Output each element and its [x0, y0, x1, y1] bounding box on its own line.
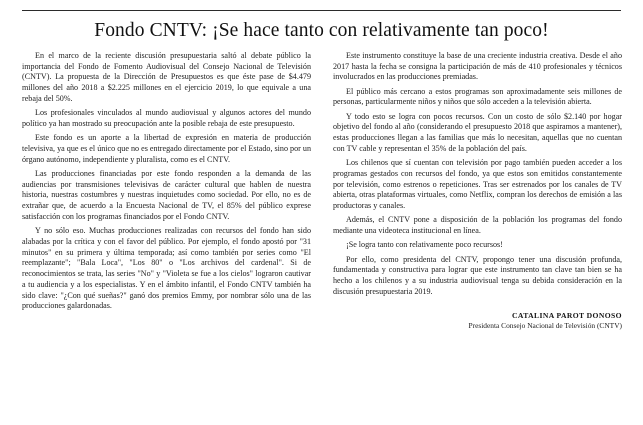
paragraph: Las producciones financiadas por este fondo responden a la demanda de las audiencias por transmisiones televisivas de carácter cultural que hablen de nuestra historia, nuestras costumbres y nuestras inquietudes como sociedad. Por ello, no es de extrañar que, de acuerdo a la Encuesta Nacional de TV, el 85% del público exprese satisfacción con los programas financiados por el Fondo CNTV.: [22, 168, 311, 221]
paragraph: Este instrumento constituye la base de una creciente industria creativa. Desde el año 2017 hasta la fecha se consigna la participación de más de 410 profesionales y técnicos involucrados en las producciones premiadas.: [333, 50, 622, 82]
paragraph: Los profesionales vinculados al mundo audiovisual y algunos actores del mundo político ya han mostrado su preocupación ante la posible rebaja de este presupuesto.: [22, 108, 311, 128]
paragraph: Además, el CNTV pone a disposición de la población los programas del fondo mediante una videoteca institucional en línea.: [333, 215, 622, 236]
column-right: [333, 51, 622, 330]
author-name: CATALINA PAROT DONOSO: [512, 310, 622, 320]
paragraph: Y todo esto se logra con pocos recursos. Con un costo de sólo $2.140 por hogar objetivo del fondo al año (considerando el presupuesto 2018 que aspiramos a mantener), estas producciones llegan a las familias que más lo necesitan, aquellas que no cuentan con TV cable y representan el 35% de la población del país.: [333, 111, 622, 153]
paragraph: Este fondo es un aporte a la libertad de expresión en materia de producción televisiva, ya que es el único que no es entregado directamente por el Estado, sino por un órgano autónomo, independiente y pluralista, como es el CNTV.: [22, 133, 311, 164]
article-columns: [22, 51, 621, 330]
column-left: [22, 51, 311, 330]
top-divider: [22, 10, 621, 11]
page-title: Fondo CNTV: ¡Se hace tanto con relativamente tan poco!: [94, 20, 549, 41]
paragraph: Los chilenos que sí cuentan con televisión por pago también pueden acceder a los programas gestados con recursos del fondo, ya que estos son emitidos constantemente por televisión, como estrenos o repeticiones. Tras ser estrenados por los canales de TV abierta, otras plataformas virtuales, como Netflix, compran los derechos de emisión a las productoras y canales.: [333, 158, 622, 211]
signature-block: [333, 311, 622, 331]
paragraph: Y no sólo eso. Muchas producciones realizadas con recursos del fondo han sido alabadas por la crítica y con el favor del público. Por ejemplo, el fondo apostó por "31 minutos" en su primera y última temporada; así como también por series como "El reemplazante"; "Bala Loca", "Los 80" o "Los archivos del cardenal". Si de reconocimientos se trata, las series "No" y "Violeta se fue a los cielos" lograron cautivar a tu audiencia y a los especialistas. Y en el ámbito infantil, el Fondo CNTV también ha sido clave: "¿Con qué sueñas?" ganó dos premios Emmy, por nombrar sólo una de las producciones galardonadas.: [22, 226, 311, 311]
paragraph: ¡Se logra tanto con relativamente poco recursos!: [346, 240, 503, 250]
paragraph: En el marco de la reciente discusión presupuestaria saltó al debate público la importancia del Fondo de Fomento Audiovisual del Consejo Nacional de Televisión (CNTV). La propuesta de la Dirección de Presupuestos es que éste pase de $4.479 millones del año 2018 a $2.225 millones en el ejercicio 2019, lo que equivale a una rebaja del 50%.: [22, 50, 311, 103]
paragraph: El público más cercano a estos programas son aproximadamente seis millones de personas, particularmente niños y niños que sólo acceden a la televisión abierta.: [333, 86, 622, 107]
paragraph: Por ello, como presidenta del CNTV, propongo tener una discusión profunda, fundamentada y constructiva para lograr que este instrumento tan clave tan bien se ha hecho a los chilenos y a su industria audiovisual tenga su debida consideración en la discusión presupuestaria 2019.: [333, 254, 622, 296]
author-title: Presidenta Consejo Nacional de Televisión (CNTV): [468, 321, 622, 331]
